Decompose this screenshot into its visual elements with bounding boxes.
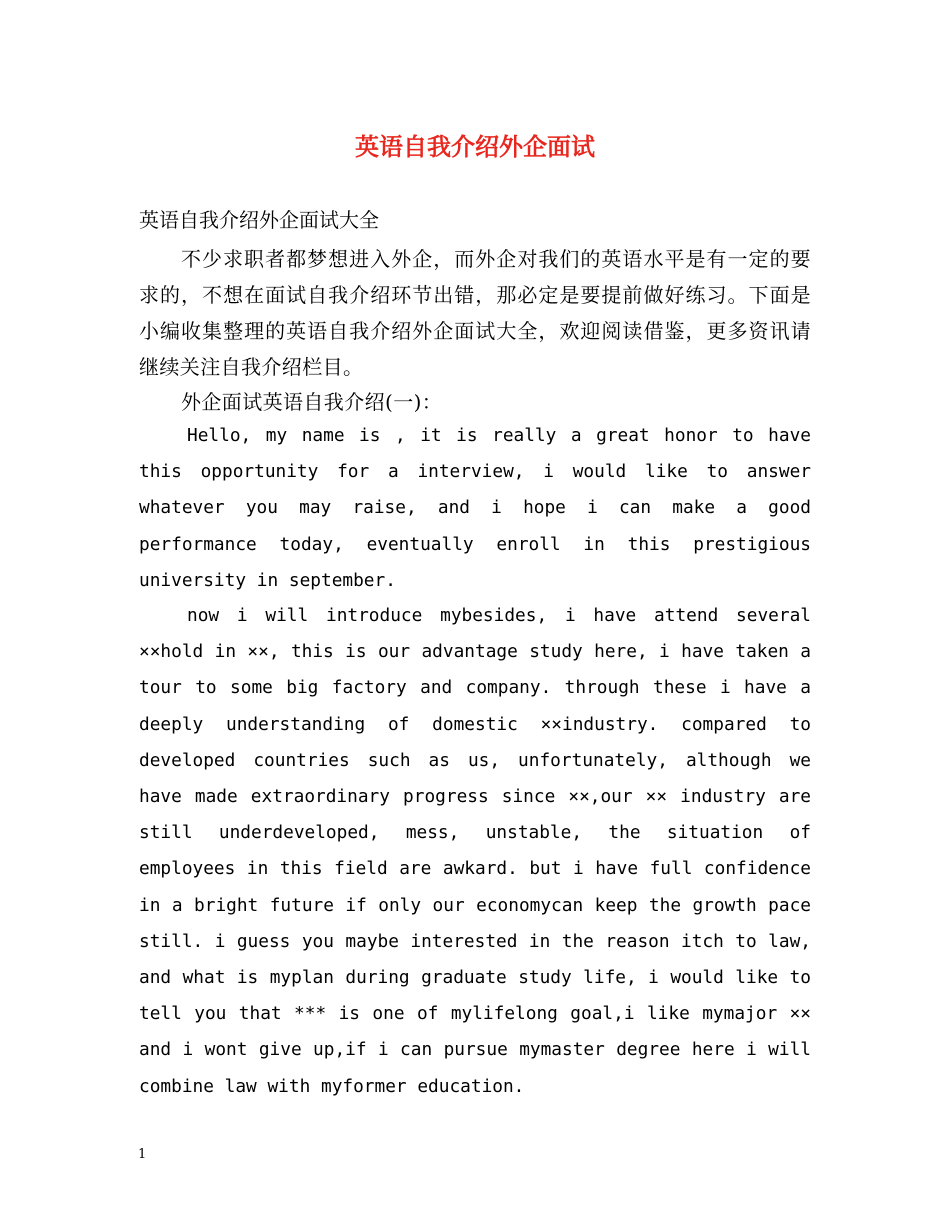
document-title: 英语自我介绍外企面试: [355, 132, 595, 161]
document-subtitle: 英语自我介绍外企面试大全: [139, 208, 379, 232]
section-heading: 外企面试英语自我介绍(一)：: [181, 390, 443, 414]
page-number: 1: [138, 1147, 147, 1162]
intro-paragraph: 不少求职者都梦想进入外企，而外企对我们的英语水平是有一定的要求的，不想在面试自我介绍环节出错，那必定是要提前做好练习。下面是小编收集整理的英语自我介绍外企面试大全，欢迎阅读借鉴，更多资讯请继续关注自我介绍栏目。: [139, 247, 811, 379]
english-paragraph-1: Hello, my name is , it is really a great honor to have this opportunity for a interview, i would like to answer whatever you may raise, and i hope i can make a good performance today, eventually enroll in this prestigious university in september.: [139, 425, 811, 591]
english-paragraph-2: now i will introduce mybesides, i have attend several ××hold in ××, this is our advantage study here, i have taken a tour to some big factory and company. through these i have a deeply understanding of domestic ××industry. compared to developed countries such as us, unfortunately, although we have made extraordinary progress since ××,our ×× industry are still underdeveloped, mess, unstable, the situation of employees in this field are awkard. but i have full confidence in a bright future if only our economycan keep the growth pace still. i guess you maybe interested in the reason itch to law, and what is myplan during graduate study life, i would like to tell you that *** is one of mylifelong goal,i like mymajor ×× and i wont give up,if i can pursue mymaster degree here i will combine law with myformer education.: [139, 605, 811, 1097]
